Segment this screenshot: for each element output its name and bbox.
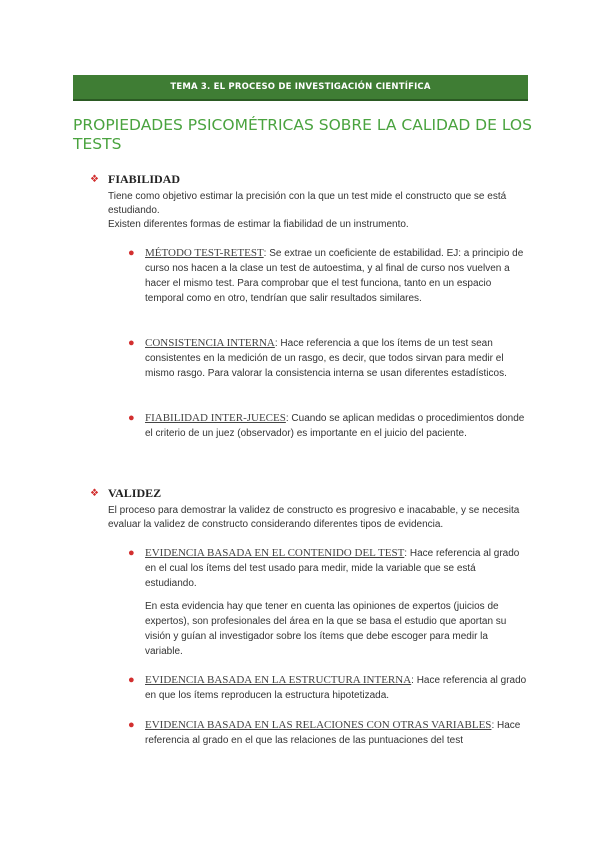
chapter-banner bbox=[73, 75, 528, 101]
item-term: CONSISTENCIA INTERNA bbox=[145, 337, 275, 349]
item-description: : Cuando se aplican medidas o procedimientos donde el criterio de un juez (observador) es importante en el juicio del paciente. bbox=[145, 413, 525, 439]
item-term: MÉTODO TEST-RETEST bbox=[145, 247, 264, 259]
section-heading: VALIDEZ bbox=[108, 486, 162, 500]
round-bullet-icon: ● bbox=[128, 412, 135, 424]
list-item bbox=[128, 336, 528, 381]
round-bullet-icon: ● bbox=[128, 674, 135, 686]
item-description: : Hace referencia al grado en el que las relaciones de las puntuaciones del test bbox=[145, 720, 521, 746]
item-term: EVIDENCIA BASADA EN LA ESTRUCTURA INTERNA bbox=[145, 674, 412, 686]
item-term: EVIDENCIA BASADA EN EL CONTENIDO DEL TEST bbox=[145, 547, 405, 559]
chapter-title: TEMA 3. EL PROCESO DE INVESTIGACIÓN CIENTÍFICA bbox=[170, 82, 431, 92]
item-description: : Hace referencia a que los ítems de un test sean consistentes en la medición de un rasgo, es decir, que todos sirvan para medir el mismo rasgo. Para valorar la consistencia interna se usan diferentes estadísticos. bbox=[145, 338, 507, 379]
list-item bbox=[128, 546, 528, 659]
list-item bbox=[128, 411, 528, 441]
item-term: EVIDENCIA BASADA EN LAS RELACIONES CON OTRAS VARIABLES bbox=[145, 719, 492, 731]
section-intro: Existen diferentes formas de estimar la fiabilidad de un instrumento. bbox=[108, 219, 409, 230]
item-description: : Hace referencia al grado en que los ítems reproducen la estructura hipotetizada. bbox=[145, 675, 527, 701]
round-bullet-icon: ● bbox=[128, 547, 135, 559]
item-description: : Se extrae un coeficiente de estabilidad. EJ: a principio de curso nos hacen a la clase un test de autoestima, y al final de curso nos vuelven a hacer el mismo test. Para comprobar que el test funciona, tanto en un espacio temporal como en otro, tendrían que salir resultados similares. bbox=[145, 248, 524, 304]
page-title: PROPIEDADES PSICOMÉTRICAS SOBRE LA CALIDAD DE LOS TESTS bbox=[73, 116, 532, 153]
section-heading: FIABILIDAD bbox=[108, 172, 181, 186]
round-bullet-icon: ● bbox=[128, 719, 135, 731]
section-fiabilidad bbox=[90, 172, 535, 232]
round-bullet-icon: ● bbox=[128, 337, 135, 349]
list-item bbox=[128, 718, 528, 748]
section-intro: Tiene como objetivo estimar la precisión con la que un test mide el constructo que se está estudiando. bbox=[108, 191, 507, 216]
list-item bbox=[128, 673, 528, 703]
diamond-bullet-icon: ❖ bbox=[90, 173, 99, 185]
item-extra: En esta evidencia hay que tener en cuenta las opiniones de expertos (juicios de expertos), son profesionales del área en la que se basa el estudio que aportan su visión y guían al investigador sobre los ítems que debe escoger para medir la variable. bbox=[145, 601, 507, 657]
round-bullet-icon: ● bbox=[128, 247, 135, 259]
list-item bbox=[128, 246, 528, 306]
diamond-bullet-icon: ❖ bbox=[90, 487, 99, 499]
item-term: FIABILIDAD INTER-JUECES bbox=[145, 412, 286, 424]
item-description: : Hace referencia al grado en el cual los ítems del test usado para medir, mide la variable que se está estudiando. bbox=[145, 548, 520, 589]
section-validez bbox=[90, 486, 535, 532]
section-intro: El proceso para demostrar la validez de constructo es progresivo e inacabable, y se necesita evaluar la validez de constructo considerando diferentes tipos de evidencia. bbox=[108, 505, 520, 530]
